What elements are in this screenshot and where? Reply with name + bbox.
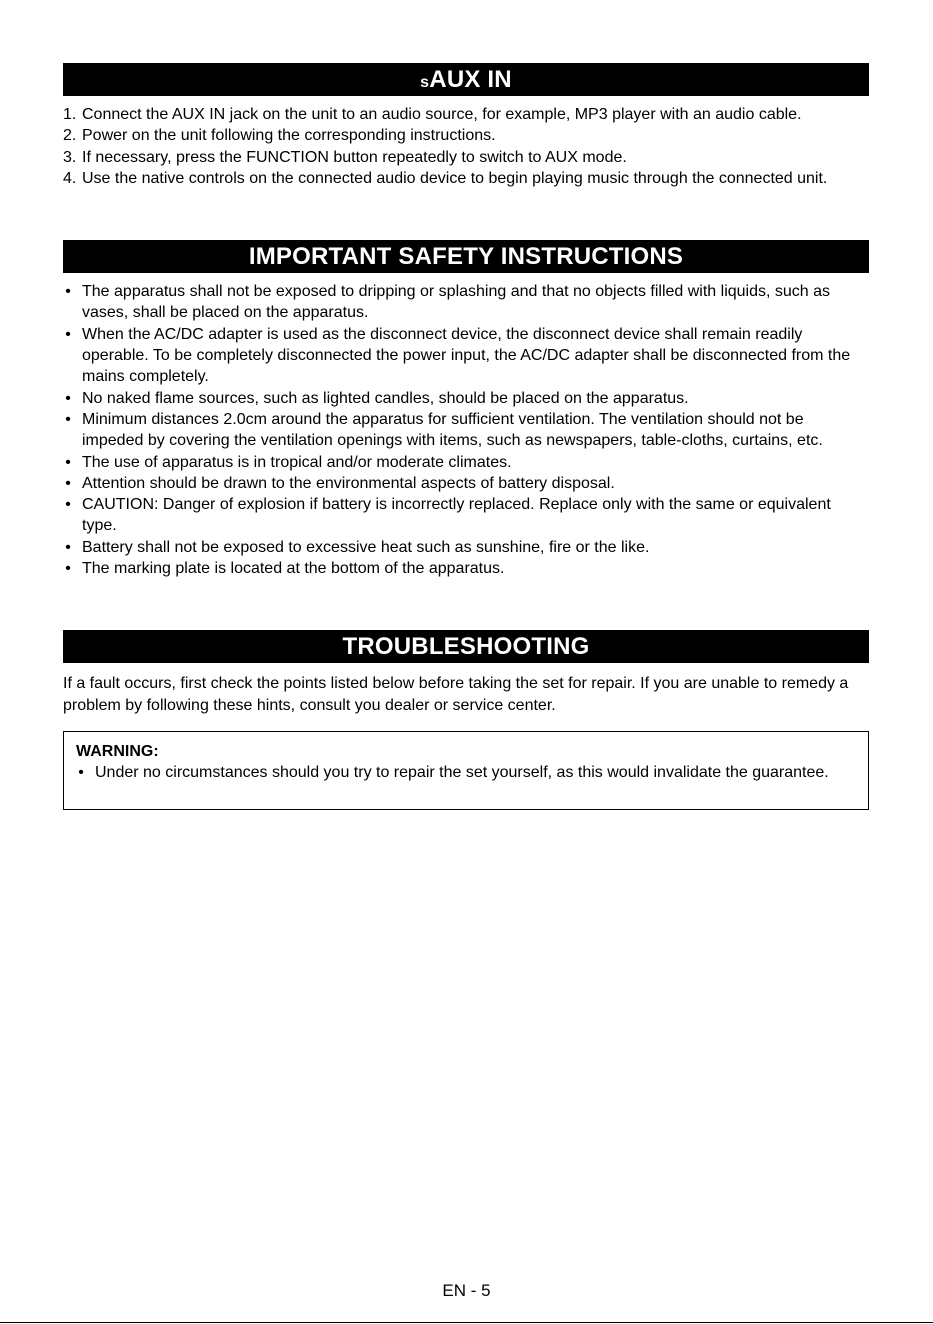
manual-page-content [63, 63, 869, 810]
bottom-divider [0, 1322, 933, 1323]
safety-section [63, 240, 869, 579]
troubleshooting-intro: If a fault occurs, first check the points listed below before taking the set for repair. If you are unable to remedy a problem by following these hints, consult you dealer or service center. [63, 675, 849, 714]
step-text: If necessary, press the FUNCTION button repeatedly to switch to AUX mode. [82, 148, 627, 166]
step-text: Connect the AUX IN jack on the unit to an audio source, for example, MP3 player with an audio cable. [82, 106, 802, 123]
safety-item-text: Minimum distances 2.0cm around the apparatus for sufficient ventilation. The ventilation should not be impeded by covering the ventilation openings with items, such as newspapers, table-cloths, curtains, etc. [82, 410, 823, 450]
safety-item-text: No naked flame sources, such as lighted candles, should be placed on the apparatus. [82, 389, 689, 407]
safety-item-text: The marking plate is located at the bottom of the apparatus. [82, 560, 505, 578]
safety-item-text: The apparatus shall not be exposed to dripping or splashing and that no objects filled with liquids, such as vases, shall be placed on the apparatus. [82, 283, 831, 322]
safety-item-text: CAUTION: Danger of explosion if battery is incorrectly replaced. Replace only with the same or equivalent type. [82, 496, 831, 535]
troubleshooting-heading: TROUBLESHOOTING [63, 630, 869, 663]
safety-item [65, 409, 869, 452]
bullet-icon: • [65, 538, 71, 556]
troubleshooting-section [63, 630, 869, 810]
safety-item-text: When the AC/DC adapter is used as the disconnect device, the disconnect device shall remain readily operable. To be completely disconnected the power input, the AC/DC adapter shall be disconnected from the mains completely. [82, 325, 851, 386]
warning-list [76, 762, 856, 783]
aux-in-steps [63, 104, 869, 189]
safety-item [65, 494, 869, 537]
safety-item-text: Battery shall not be exposed to excessive heat such as sunshine, fire or the like. [82, 538, 650, 556]
step-text: Power on the unit following the corresponding instructions. [82, 127, 496, 145]
safety-item [65, 537, 869, 558]
warning-label: WARNING: [76, 742, 159, 760]
bullet-icon: • [65, 496, 71, 514]
bullet-icon: • [65, 410, 71, 428]
safety-item [65, 324, 869, 388]
aux-in-step [63, 104, 869, 125]
warning-box [63, 731, 869, 810]
safety-item-text: The use of apparatus is in tropical and/or moderate climates. [82, 453, 512, 471]
page-number: EN - 5 [442, 1281, 491, 1300]
step-number: 2. [63, 127, 77, 145]
safety-list [63, 281, 869, 579]
safety-item-text: Attention should be drawn to the environmental aspects of battery disposal. [82, 474, 615, 492]
aux-in-section [63, 63, 869, 189]
bullet-icon: • [65, 389, 71, 407]
step-number: 3. [63, 148, 77, 166]
aux-in-heading-prefix: s [420, 74, 430, 91]
step-number: 1. [63, 106, 77, 123]
aux-in-step [63, 168, 869, 189]
warning-item [78, 762, 856, 783]
safety-item [65, 473, 869, 494]
bullet-icon: • [65, 474, 71, 492]
aux-in-step [63, 125, 869, 146]
safety-item [65, 281, 869, 324]
bullet-icon: • [65, 325, 71, 343]
step-text: Use the native controls on the connected audio device to begin playing music through the connected unit. [82, 169, 828, 187]
step-number: 4. [63, 169, 77, 187]
safety-item [65, 452, 869, 473]
bullet-icon: • [78, 764, 84, 782]
aux-in-step [63, 147, 869, 168]
safety-item [65, 558, 869, 579]
warning-item-text: Under no circumstances should you try to repair the set yourself, as this would invalidate the guarantee. [95, 764, 829, 782]
bullet-icon: • [65, 453, 71, 471]
safety-heading: IMPORTANT SAFETY INSTRUCTIONS [63, 240, 869, 273]
aux-in-heading-text: AUX IN [429, 66, 512, 93]
bullet-icon: • [65, 560, 71, 578]
aux-in-heading [63, 63, 869, 96]
safety-item [65, 388, 869, 409]
bullet-icon: • [65, 283, 71, 301]
